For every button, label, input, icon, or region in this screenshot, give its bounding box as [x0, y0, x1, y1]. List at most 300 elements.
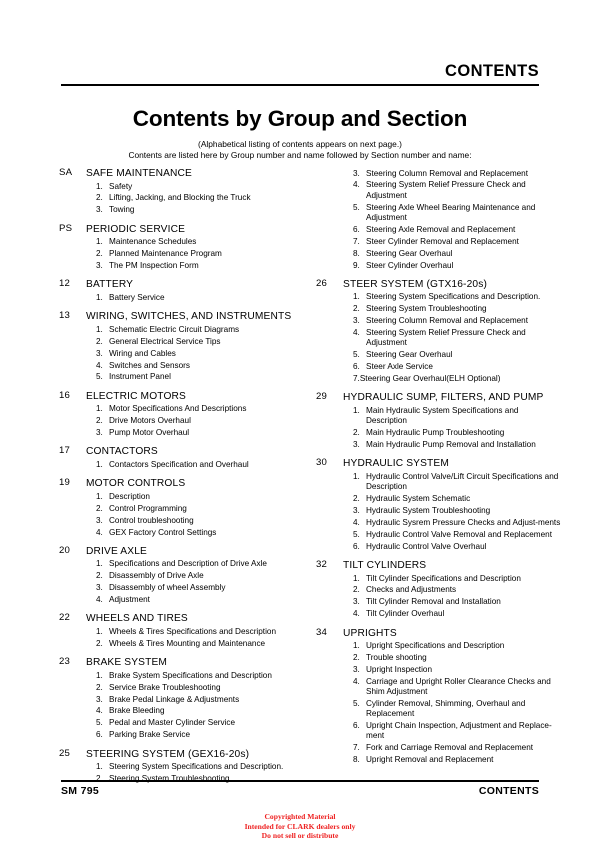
contents-section-number: 1. [96, 762, 103, 772]
contents-section-number: 2. [353, 428, 360, 438]
contents-section-list [59, 559, 304, 605]
contents-group-name: BRAKE SYSTEM [86, 657, 168, 669]
contents-section-number: 6. [353, 721, 360, 731]
header-contents-label: CONTENTS [445, 62, 539, 80]
contents-section-number: 3. [353, 168, 360, 178]
contents-section-item[interactable] [316, 316, 561, 326]
contents-section-list [316, 169, 561, 271]
contents-section-number: 2. [96, 682, 103, 692]
contents-section-item[interactable] [316, 350, 561, 360]
contents-group-code: 34 [316, 626, 328, 638]
contents-section-number: 4. [353, 676, 360, 686]
contents-group-name: WIRING, SWITCHES, AND INSTRUMENTS [86, 311, 292, 323]
contents-group-name: STEERING SYSTEM (GEX16-20s) [86, 748, 250, 760]
contents-section-title: Hydraulic Sysrem Pressure Checks and Adjust-ments [366, 517, 561, 527]
contents-group [59, 223, 304, 272]
contents-section-item[interactable] [59, 249, 304, 259]
contents-group-name: DRIVE AXLE [86, 545, 147, 557]
contents-section-title: Brake Pedal Linkage & Adjustments [109, 694, 240, 704]
contents-section-number: 5. [353, 529, 360, 539]
copyright-line-2: Intended for CLARK dealers only [244, 821, 356, 831]
contents-group-code: 32 [316, 558, 328, 570]
contents-section-item[interactable] [316, 665, 561, 675]
contents-section-item[interactable] [59, 293, 304, 303]
contents-group-name: STEER SYSTEM (GTX16-20s) [343, 278, 487, 290]
contents-section-item[interactable] [59, 325, 304, 335]
contents-section-number: 6. [353, 362, 360, 372]
contents-section-title: GEX Factory Control Settings [109, 527, 217, 537]
contents-group-code: 12 [59, 278, 71, 290]
contents-section-item[interactable] [59, 193, 304, 203]
contents-section-number: 2. [96, 638, 103, 648]
contents-group [59, 545, 304, 606]
contents-section-title: Safety [109, 181, 133, 191]
contents-section-item[interactable] [316, 261, 561, 271]
contents-group-name: UPRIGHTS [343, 627, 397, 639]
contents-section-item[interactable] [316, 506, 561, 516]
contents-section-title: Description [109, 491, 150, 501]
contents-section-title: Service Brake Troubleshooting [109, 682, 221, 692]
contents-section-item[interactable] [59, 683, 304, 693]
contents-section-title: Steering Column Removal and Replacement [366, 168, 529, 178]
contents-section-title: Hydraulic System Troubleshooting [366, 506, 491, 515]
contents-section-title: Steer Cylinder Overhaul [366, 260, 454, 270]
contents-group-code: SA [59, 167, 73, 178]
contents-section-list [316, 472, 561, 552]
contents-section-title: Wiring and Cables [109, 348, 176, 358]
contents-section-item[interactable] [59, 730, 304, 740]
contents-section-title: Parking Brake Service [109, 730, 190, 740]
contents-section-item[interactable] [316, 237, 561, 247]
contents-section-number: 5. [96, 372, 103, 382]
footer-manual-number: SM 795 [61, 785, 99, 797]
contents-section-title: Carriage and Upright Roller Clearance Checks and Shim Adjustment [366, 676, 551, 697]
contents-section-title: General Electrical Service Tips [109, 336, 221, 346]
footer-contents-label: CONTENTS [478, 785, 539, 797]
contents-section-item[interactable] [59, 639, 304, 649]
contents-section-item[interactable] [316, 304, 561, 314]
contents-group-heading[interactable] [59, 445, 304, 458]
contents-section-item[interactable] [316, 574, 561, 584]
contents-section-item[interactable] [316, 292, 561, 302]
contents-section-title: Lifting, Jacking, and Blocking the Truck [109, 193, 251, 203]
contents-section-number: 2. [96, 193, 103, 203]
contents-section-number: 6. [353, 541, 360, 551]
contents-section-title: Upright Specifications and Description [366, 641, 505, 651]
contents-section-item[interactable] [316, 472, 561, 493]
subtitle-line-2: Contents are listed here by Group number and name followed by Section number and name: [128, 150, 472, 161]
contents-group-heading[interactable] [316, 559, 561, 572]
contents-section-item[interactable] [59, 762, 304, 772]
contents-section-title: Control troubleshooting [109, 515, 194, 525]
contents-section-item[interactable] [59, 516, 304, 526]
contents-section-item[interactable] [59, 492, 304, 502]
contents-section-title: Trouble shooting [366, 653, 427, 663]
contents-section-item[interactable] [316, 597, 561, 607]
contents-section-number: 1. [96, 292, 103, 302]
contents-group-code: 23 [59, 656, 71, 668]
contents-group-heading[interactable] [59, 477, 304, 490]
contents-section-item[interactable] [316, 609, 561, 619]
contents-group-code: 22 [59, 612, 71, 624]
contents-section-title: Wheels & Tires Mounting and Maintenance [109, 638, 266, 648]
contents-section-title: Brake System Specifications and Description [109, 670, 272, 680]
contents-section-number: 6. [353, 224, 360, 234]
contents-section-title: Motor Specifications And Descriptions [109, 404, 247, 414]
contents-section-number: 1. [96, 404, 103, 414]
contents-section-number: 1. [96, 670, 103, 680]
contents-section-item[interactable] [316, 653, 561, 663]
contents-section-item[interactable] [316, 677, 561, 698]
contents-section-title: Wheels & Tires Specifications and Description [109, 626, 277, 636]
contents-group-code: 25 [59, 747, 71, 759]
contents-group-heading[interactable] [316, 391, 561, 404]
contents-section-number: 2. [96, 336, 103, 346]
contents-group [59, 390, 304, 439]
contents-group-code: 13 [59, 310, 71, 322]
contents-section-number: 5. [353, 350, 360, 360]
contents-section-item[interactable] [59, 349, 304, 359]
contents-section-item[interactable] [59, 372, 304, 382]
contents-group [59, 656, 304, 740]
contents-section-item[interactable] [59, 504, 304, 514]
contents-section-number: 2. [96, 773, 103, 783]
contents-section-number: 2. [353, 653, 360, 663]
contents-section-number: 4. [353, 328, 360, 338]
contents-group [316, 627, 561, 766]
footer-row [61, 785, 539, 797]
contents-section-number: 1. [96, 181, 103, 191]
contents-section-title: Disassembly of Drive Axle [109, 571, 204, 581]
contents-group-name: MOTOR CONTROLS [86, 478, 186, 490]
contents-section-number: 5. [353, 698, 360, 708]
contents-group-heading[interactable] [316, 457, 561, 470]
contents-group-name: CONTACTORS [86, 446, 158, 458]
contents-section-title: Hydraulic Control Valve/Lift Circuit Specifications and Description [366, 471, 559, 492]
contents-section-number: 4. [353, 609, 360, 619]
contents-section-list [59, 671, 304, 741]
contents-section-title: Upright Chain Inspection, Adjustment and Replace-ment [366, 721, 552, 741]
contents-section-number: 2. [96, 571, 103, 581]
contents-section-number: 7. [353, 236, 360, 246]
contents-section-title: Steering Column Removal and Replacement [366, 316, 529, 326]
contents-section-list [59, 182, 304, 216]
contents-section-title: Steering System Troubleshooting [366, 304, 487, 314]
contents-section-number: 1. [96, 324, 103, 334]
contents-section-number: 1. [353, 292, 360, 302]
contents-section-number: 1. [353, 573, 360, 583]
subtitle-line-1: (Alphabetical listing of contents appears on next page.) [198, 139, 402, 149]
contents-group-heading[interactable] [59, 545, 304, 558]
contents-section-item[interactable] [316, 440, 561, 450]
contents-group-heading[interactable] [59, 656, 304, 669]
contents-group-code: 29 [316, 391, 328, 403]
contents-section-number: 4. [96, 595, 103, 605]
contents-section-title: Steering System Specifications and Description. [109, 762, 284, 772]
page-title: Contents by Group and Section [132, 106, 468, 131]
contents-group-name: HYDRAULIC SYSTEM [343, 458, 449, 470]
contents-section-number: 4. [96, 706, 103, 716]
contents-section-item[interactable] [59, 695, 304, 705]
contents-section-title: Steering System Troubleshooting [109, 773, 230, 783]
contents-group [316, 169, 561, 271]
contents-section-title: Steering Axle Wheel Bearing Maintenance and Adjustment [366, 202, 536, 222]
contents-group [59, 278, 304, 303]
contents-section-title: Contactors Specification and Overhaul [109, 459, 249, 469]
contents-section-item[interactable] [59, 261, 304, 271]
contents-section-title: Brake Bleeding [109, 706, 165, 716]
contents-group [316, 391, 561, 450]
contents-section-item[interactable] [316, 699, 561, 720]
contents-group-name: HYDRAULIC SUMP, FILTERS, AND PUMP [343, 392, 544, 404]
contents-section-title: Adjustment [109, 595, 150, 605]
contents-group [59, 445, 304, 470]
contents-section-item[interactable] [59, 671, 304, 681]
contents-section-item[interactable] [59, 559, 304, 569]
contents-section-item[interactable] [316, 406, 561, 427]
contents-section-list [59, 492, 304, 538]
contents-section-title: Disassembly of wheel Assembly [109, 583, 226, 593]
contents-section-number: 1. [96, 237, 103, 247]
contents-section-number: 4. [96, 360, 103, 370]
contents-group-heading[interactable] [59, 612, 304, 625]
contents-section-item[interactable] [316, 755, 561, 765]
contents-section-title: Main Hydraulic Pump Troubleshooting [366, 428, 505, 438]
contents-section-item[interactable] [59, 237, 304, 247]
contents-section-title: Instrument Panel [109, 372, 171, 382]
contents-group [59, 310, 304, 382]
contents-section-item[interactable] [316, 530, 561, 540]
contents-group-name: ELECTRIC MOTORS [86, 390, 186, 402]
contents-section-title: Steering Gear Overhaul [366, 248, 453, 258]
contents-section-item[interactable] [59, 595, 304, 605]
copyright-line-3: Do not sell or distribute [261, 831, 339, 841]
contents-column-right [316, 167, 561, 773]
contents-section-title: Tilt Cylinder Specifications and Description [366, 573, 521, 583]
contents-section-item[interactable] [59, 361, 304, 371]
contents-group-code: 17 [59, 445, 71, 457]
contents-section-number: 3. [96, 348, 103, 358]
contents-section-number: 1. [353, 641, 360, 651]
contents-section-item[interactable] [59, 404, 304, 414]
contents-group-name: BATTERY [86, 279, 134, 291]
contents-section-number: 3. [96, 583, 103, 593]
contents-group-code: 16 [59, 389, 71, 401]
contents-group [59, 612, 304, 649]
contents-group-heading[interactable] [59, 167, 304, 180]
contents-section-title: Main Hydraulic System Specifications and Description [366, 405, 519, 426]
contents-section-number: 1. [96, 491, 103, 501]
contents-section-item[interactable] [316, 362, 561, 372]
page-footer [61, 780, 539, 797]
contents-section-item[interactable] [316, 428, 561, 438]
contents-group-heading[interactable] [59, 390, 304, 403]
contents-section-item[interactable] [316, 641, 561, 651]
contents-section-number: 2. [353, 494, 360, 504]
contents-section-number: 7. [353, 743, 360, 753]
contents-section-number: 8. [353, 248, 360, 258]
contents-section-item[interactable] [59, 460, 304, 470]
contents-section-title: Steering System Specifications and Description. [366, 292, 541, 302]
contents-section-title: Steering Gear Overhaul [366, 350, 453, 360]
contents-section-title: Pump Motor Overhaul [109, 428, 190, 438]
contents-section-number: 3. [96, 205, 103, 215]
contents-section-title: Steer Axle Service [366, 362, 433, 372]
contents-section-title: Hydraulic Control Valve Removal and Replacement [366, 529, 552, 539]
contents-section-item[interactable] [316, 743, 561, 753]
contents-section-item[interactable] [316, 169, 561, 179]
contents-column-left [59, 167, 304, 791]
contents-section-title: Specifications and Description of Drive Axle [109, 559, 267, 569]
contents-section-item[interactable] [59, 182, 304, 192]
contents-group-code: PS [59, 222, 73, 234]
contents-section-number: 3. [353, 506, 360, 515]
contents-section-item[interactable] [316, 328, 561, 349]
contents-section-item[interactable] [316, 374, 561, 384]
contents-section-title: Pedal and Master Cylinder Service [109, 718, 236, 728]
contents-section-list [316, 406, 561, 450]
header-rule [61, 84, 539, 86]
contents-group-heading[interactable] [316, 627, 561, 640]
contents-group-code: 26 [316, 277, 328, 289]
contents-section-title: Steering System Relief Pressure Check and Adjustment [366, 328, 526, 348]
contents-group-heading[interactable] [59, 278, 304, 291]
contents-section-number: 3. [96, 694, 103, 704]
contents-section-item[interactable] [316, 721, 561, 742]
contents-section-title: 7.Steering Gear Overhaul(ELH Optional) [353, 374, 501, 384]
contents-section-number: 1. [96, 559, 103, 569]
contents-section-number: 4. [96, 527, 103, 537]
contents-group-heading[interactable] [59, 310, 304, 323]
contents-group-name: TILT CYLINDERS [343, 559, 427, 571]
contents-section-list [59, 627, 304, 649]
contents-group-code: 19 [59, 477, 71, 489]
footer-rule [61, 780, 539, 782]
contents-section-list [59, 404, 304, 438]
contents-section-number: 3. [353, 664, 360, 674]
contents-section-title: Planned Maintenance Program [109, 249, 222, 259]
contents-section-title: Checks and Adjustments [366, 585, 457, 595]
contents-section-title: Steer Cylinder Removal and Replacement [366, 236, 519, 246]
contents-group-name: WHEELS AND TIRES [86, 613, 188, 625]
contents-section-number: 3. [96, 261, 103, 271]
contents-group [316, 559, 561, 620]
contents-section-title: Switches and Sensors [109, 360, 191, 370]
contents-section-title: The PM Inspection Form [109, 261, 199, 271]
contents-section-number: 2. [96, 416, 103, 426]
contents-section-item[interactable] [59, 571, 304, 581]
contents-group-code: 20 [59, 544, 71, 556]
copyright-notice [0, 812, 600, 841]
copyright-line-1: Copyrighted Material [264, 812, 336, 821]
contents-section-title: Steering System Relief Pressure Check and Adjustment [366, 180, 526, 200]
contents-section-title: Upright Removal and Replacement [366, 755, 494, 765]
contents-section-item[interactable] [316, 542, 561, 552]
contents-section-item[interactable] [316, 249, 561, 259]
contents-section-title: Towing [109, 205, 135, 215]
contents-section-title: Main Hydraulic Pump Removal and Installation [366, 440, 536, 450]
contents-section-item[interactable] [316, 225, 561, 235]
contents-section-list [316, 574, 561, 620]
contents-section-title: Fork and Carriage Removal and Replacement [366, 743, 534, 753]
contents-section-number: 1. [353, 471, 360, 481]
contents-section-item[interactable] [59, 583, 304, 593]
contents-section-number: 4. [353, 180, 360, 190]
contents-section-title: Hydraulic Control Valve Overhaul [366, 541, 487, 551]
contents-group-heading[interactable] [59, 223, 304, 236]
contents-section-title: Tilt Cylinder Removal and Installation [366, 597, 501, 607]
contents-section-item[interactable] [59, 627, 304, 637]
contents-section-item[interactable] [59, 528, 304, 538]
contents-section-title: Schematic Electric Circuit Diagrams [109, 324, 240, 334]
contents-section-number: 5. [96, 718, 103, 728]
contents-section-item[interactable] [316, 494, 561, 504]
contents-section-number: 2. [96, 249, 103, 259]
contents-section-number: 3. [353, 440, 360, 450]
contents-section-list [59, 293, 304, 303]
contents-group-name: PERIODIC SERVICE [86, 223, 186, 235]
contents-section-number: 1. [96, 459, 103, 469]
contents-section-number: 9. [353, 260, 360, 270]
contents-group-heading[interactable] [59, 748, 304, 761]
contents-section-number: 3. [353, 597, 360, 607]
contents-section-title: Drive Motors Overhaul [109, 416, 191, 426]
contents-section-number: 2. [353, 304, 360, 314]
contents-section-title: Upright Inspection [366, 664, 432, 674]
contents-section-list [316, 292, 561, 384]
contents-section-number: 2. [353, 585, 360, 595]
contents-section-list [316, 641, 561, 765]
contents-section-number: 8. [353, 755, 360, 765]
contents-section-item[interactable] [316, 585, 561, 595]
contents-section-title: Cylinder Removal, Shimming, Overhaul and Replacement [366, 698, 526, 719]
contents-section-number: 3. [353, 316, 360, 326]
contents-group [59, 477, 304, 538]
contents-section-item[interactable] [59, 706, 304, 716]
page-subtitle [0, 139, 600, 162]
contents-section-title: Control Programming [109, 503, 187, 513]
contents-section-item[interactable] [59, 205, 304, 215]
contents-section-item[interactable] [316, 203, 561, 224]
contents-section-number: 2. [96, 503, 103, 513]
page-header [61, 62, 539, 86]
contents-section-list [59, 237, 304, 271]
contents-section-title: Battery Service [109, 292, 165, 302]
contents-section-number: 4. [353, 517, 360, 527]
contents-section-number: 5. [353, 202, 360, 212]
contents-group [316, 457, 561, 552]
contents-section-item[interactable] [59, 337, 304, 347]
contents-section-number: 3. [96, 515, 103, 525]
contents-section-item[interactable] [316, 518, 561, 528]
contents-section-title: Hydraulic System Schematic [366, 494, 471, 504]
contents-section-item[interactable] [59, 428, 304, 438]
contents-group [316, 278, 561, 385]
contents-group-heading[interactable] [316, 278, 561, 291]
contents-section-number: 3. [96, 428, 103, 438]
contents-section-number: 1. [353, 405, 360, 415]
contents-section-title: Maintenance Schedules [109, 237, 197, 247]
contents-section-title: Tilt Cylinder Overhaul [366, 609, 445, 619]
contents-section-list [59, 325, 304, 383]
contents-section-item[interactable] [59, 718, 304, 728]
contents-section-item[interactable] [59, 416, 304, 426]
contents-group [59, 748, 304, 785]
contents-section-item[interactable] [316, 180, 561, 201]
contents-group-code: 30 [316, 457, 328, 469]
contents-section-number: 6. [96, 730, 103, 740]
contents-section-title: Steering Axle Removal and Replacement [366, 224, 516, 234]
